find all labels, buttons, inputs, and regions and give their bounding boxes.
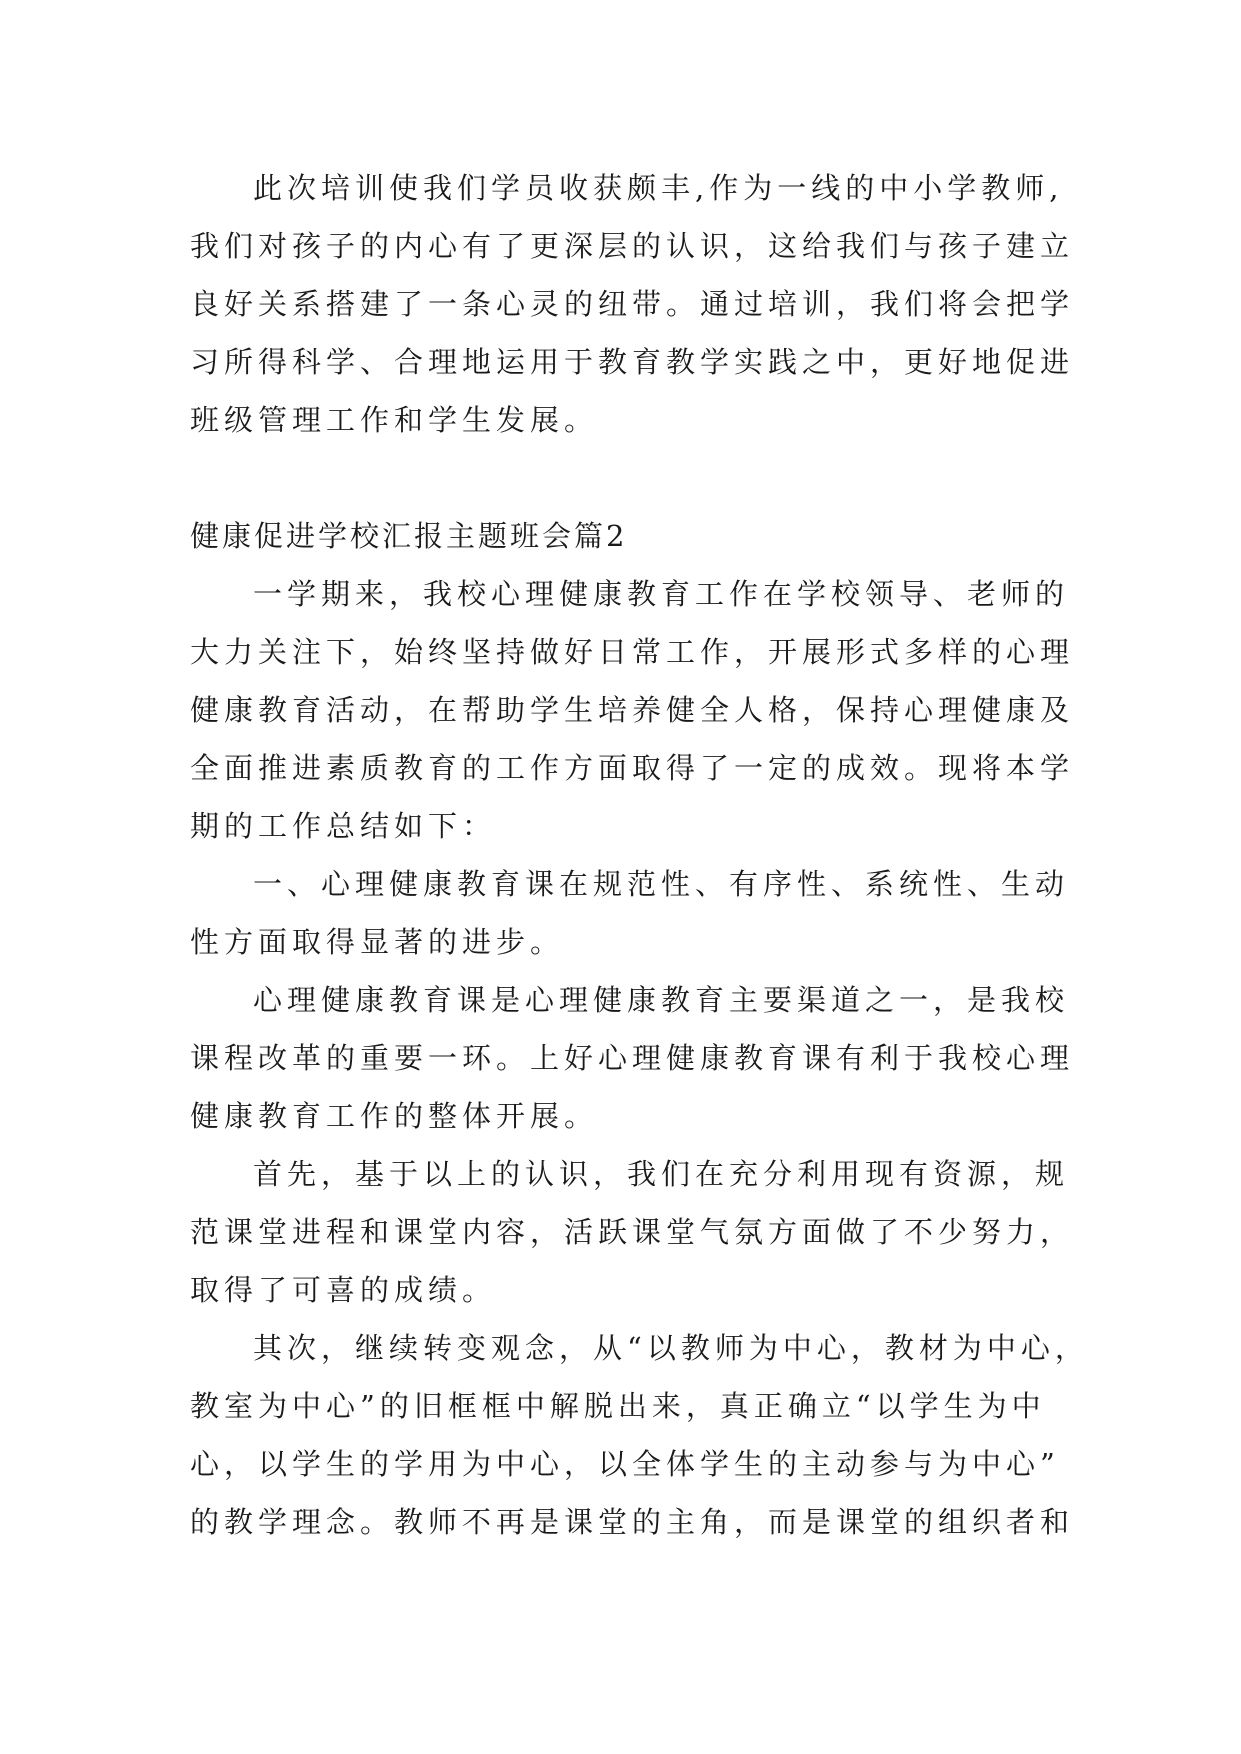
- text-line: 心，以学生的学用为中心，以全体学生的主动参与为中心”: [190, 1447, 1060, 1481]
- text-line: 课程改革的重要一环。上好心理健康教育课有利于我校心理: [190, 1041, 1075, 1075]
- text-line: 心理健康教育课是心理健康教育主要渠道之一，是我校: [253, 983, 1070, 1017]
- text-line: 此次培训使我们学员收获颇丰,作为一线的中小学教师,: [253, 171, 1064, 205]
- text-line: 健康教育活动，在帮助学生培养健全人格，保持心理健康及: [190, 693, 1075, 727]
- text-line: 的教学理念。教师不再是课堂的主角，而是课堂的组织者和: [190, 1505, 1075, 1539]
- text-line: 良好关系搭建了一条心灵的纽带。通过培训，我们将会把学: [190, 287, 1075, 321]
- text-line: 期的工作总结如下：: [190, 809, 497, 843]
- text-line: 一、心理健康教育课在规范性、有序性、系统性、生动: [253, 867, 1070, 901]
- text-line: 性方面取得显著的进步。: [190, 925, 565, 959]
- text-line: 一学期来，我校心理健康教育工作在学校领导、老师的: [253, 577, 1070, 611]
- text-line: 全面推进素质教育的工作方面取得了一定的成效。现将本学: [190, 751, 1075, 785]
- text-line: 习所得科学、合理地运用于教育教学实践之中，更好地促进: [190, 345, 1075, 379]
- text-line: 范课堂进程和课堂内容，活跃课堂气氛方面做了不少努力，: [190, 1215, 1075, 1249]
- text-line: 其次，继续转变观念，从“以教师为中心，教材为中心，: [253, 1331, 1089, 1365]
- text-line: 教室为中心”的旧框框中解脱出来，真正确立“以学生为中: [190, 1389, 1046, 1423]
- text-line: 取得了可喜的成绩。: [190, 1273, 497, 1307]
- text-line: 我们对孩子的内心有了更深层的认识，这给我们与孩子建立: [190, 229, 1075, 263]
- text-line: 健康教育工作的整体开展。: [190, 1099, 599, 1133]
- text-line: 班级管理工作和学生发展。: [190, 403, 599, 437]
- text-line: 首先，基于以上的认识，我们在充分利用现有资源，规: [253, 1157, 1070, 1191]
- text-line: 大力关注下，始终坚持做好日常工作，开展形式多样的心理: [190, 635, 1075, 669]
- section-heading: 健康促进学校汇报主题班会篇2: [190, 519, 628, 553]
